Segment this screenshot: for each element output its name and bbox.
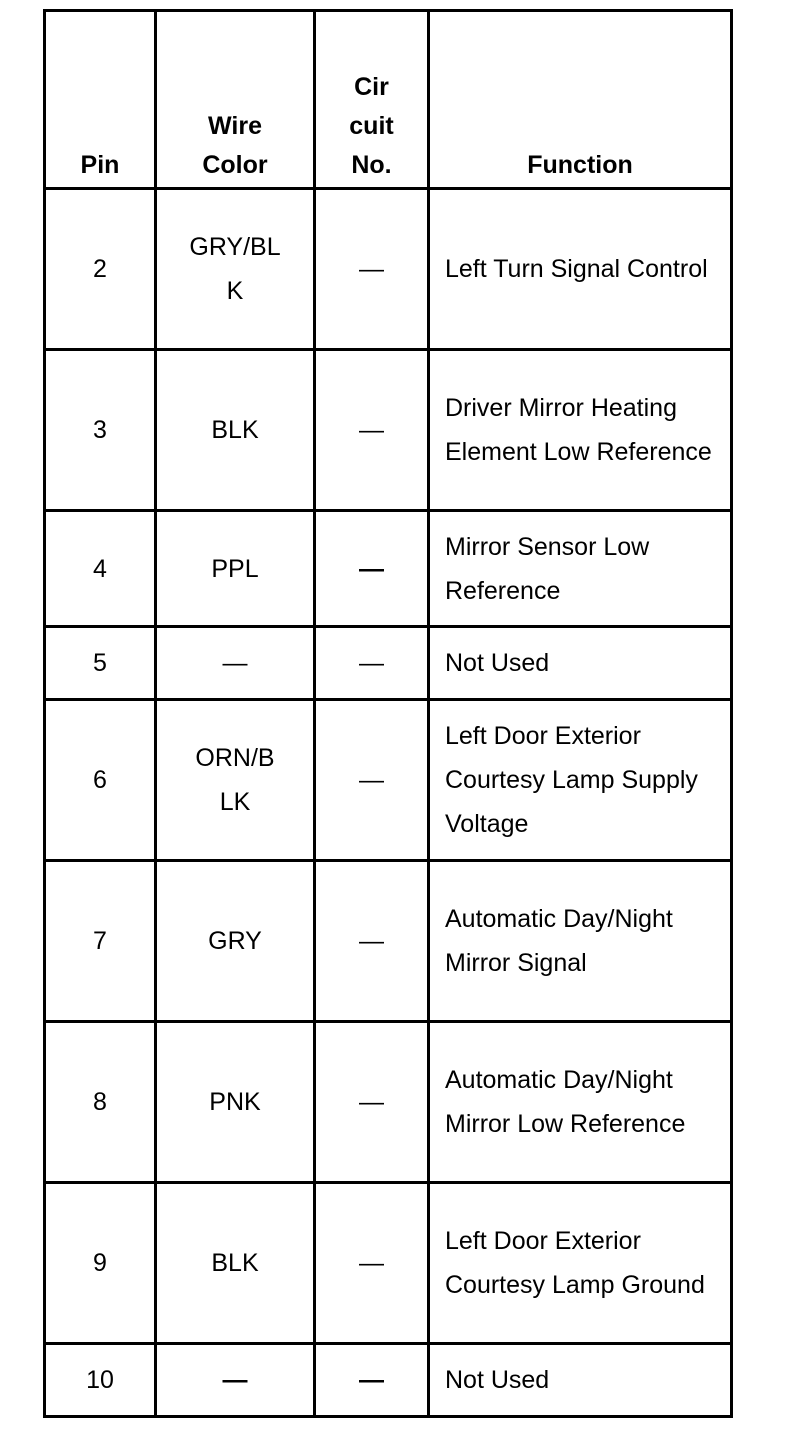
function-cell: Driver Mirror Heating Element Low Reference (429, 350, 732, 511)
table-row (45, 189, 732, 350)
table-row (45, 511, 732, 627)
table-row (45, 627, 732, 700)
circuit-no-cell: — (315, 627, 429, 700)
circuit-no-cell: — (315, 1344, 429, 1417)
function-cell: Automatic Day/Night Mirror Signal (429, 861, 732, 1022)
pin-cell: 4 (45, 511, 156, 627)
function-cell: Left Door Exterior Courtesy Lamp Ground (429, 1183, 732, 1344)
function-cell: Not Used (429, 1344, 732, 1417)
pin-column-header: Pin (45, 11, 156, 189)
circuit-no-cell: — (315, 1183, 429, 1344)
circuit-no-cell: — (315, 861, 429, 1022)
wire-color-cell: GRY (156, 861, 315, 1022)
pin-cell: 10 (45, 1344, 156, 1417)
table-header-row (45, 11, 732, 189)
circuit-no-cell: — (315, 700, 429, 861)
table-row (45, 1183, 732, 1344)
circuit-no-cell: — (315, 189, 429, 350)
wire-color-cell: PPL (156, 511, 315, 627)
pin-cell: 5 (45, 627, 156, 700)
pin-cell: 3 (45, 350, 156, 511)
wire-color-cell: — (156, 1344, 315, 1417)
table-row (45, 350, 732, 511)
circuit-no-column-header: Cir cuit No. (315, 11, 429, 189)
circuit-no-cell: — (315, 1022, 429, 1183)
table-row (45, 1022, 732, 1183)
function-cell: Left Door Exterior Courtesy Lamp Supply Voltage (429, 700, 732, 861)
pin-cell: 7 (45, 861, 156, 1022)
wire-color-cell: GRY/BLK (156, 189, 315, 350)
circuit-no-cell: — (315, 511, 429, 627)
wire-color-column-header: Wire Color (156, 11, 315, 189)
wire-color-cell: BLK (156, 1183, 315, 1344)
wire-color-cell: ORN/BLK (156, 700, 315, 861)
wire-color-cell: PNK (156, 1022, 315, 1183)
pin-cell: 9 (45, 1183, 156, 1344)
connector-pinout-table (43, 9, 733, 1418)
function-cell: Mirror Sensor Low Reference (429, 511, 732, 627)
pin-cell: 2 (45, 189, 156, 350)
wire-color-cell: — (156, 627, 315, 700)
wire-color-cell: BLK (156, 350, 315, 511)
function-cell: Left Turn Signal Control (429, 189, 732, 350)
table-row (45, 861, 732, 1022)
circuit-no-cell: — (315, 350, 429, 511)
pin-cell: 6 (45, 700, 156, 861)
table-row (45, 1344, 732, 1417)
function-cell: Not Used (429, 627, 732, 700)
table-row (45, 700, 732, 861)
function-cell: Automatic Day/Night Mirror Low Reference (429, 1022, 732, 1183)
function-column-header: Function (429, 11, 732, 189)
pin-cell: 8 (45, 1022, 156, 1183)
